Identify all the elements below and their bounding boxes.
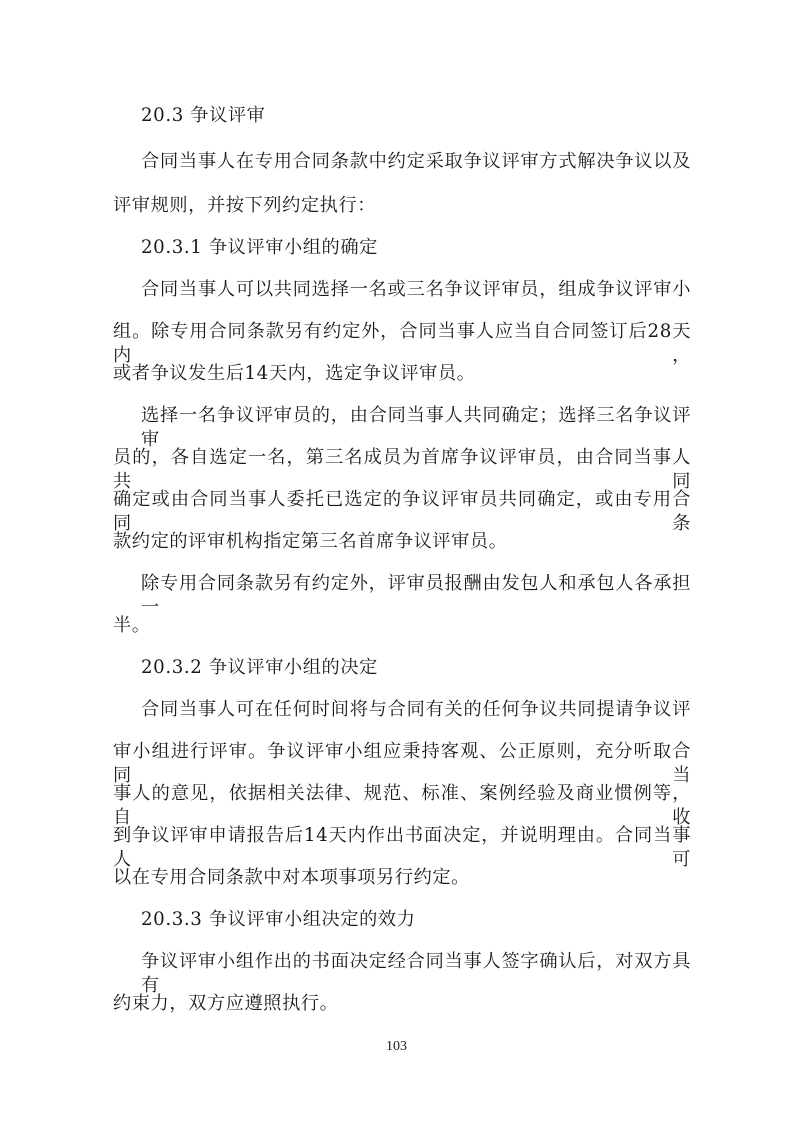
- paragraph-line: 事人的意见，依据相关法律、规范、标准、案例经验及商业惯例等，自收: [113, 783, 691, 828]
- section-heading: 20.3.1 争议评审小组的确定: [141, 237, 378, 258]
- paragraph-line: 选择一名争议评审员的，由合同当事人共同确定；选择三名争议评审: [141, 405, 691, 450]
- paragraph-line: 到争议评审申请报告后14天内作出书面决定，并说明理由。合同当事人可: [113, 825, 691, 870]
- paragraph-line: 除专用合同条款另有约定外，评审员报酬由发包人和承包人各承担一: [141, 573, 691, 618]
- paragraph-line: 合同当事人在专用合同条款中约定采取争议评审方式解决争议以及: [141, 151, 691, 172]
- paragraph-line: 评审规则，并按下列约定执行：: [113, 195, 377, 216]
- paragraph-line: 审小组进行评审。争议评审小组应秉持客观、公正原则，充分听取合同当: [113, 741, 691, 786]
- paragraph-line: 款约定的评审机构指定第三名首席争议评审员。: [113, 531, 508, 552]
- paragraph-line: 半。: [113, 615, 151, 636]
- paragraph-line: 约束力，双方应遵照执行。: [113, 993, 339, 1014]
- paragraph-line: 组。除专用合同条款另有约定外，合同当事人应当自合同签订后28天内，: [113, 321, 691, 366]
- paragraph-line: 合同当事人可在任何时间将与合同有关的任何争议共同提请争议评: [141, 699, 691, 720]
- paragraph-line: 确定或由合同当事人委托已选定的争议评审员共同确定，或由专用合同条: [113, 489, 691, 534]
- paragraph-line: 争议评审小组作出的书面决定经合同当事人签字确认后，对双方具有: [141, 951, 691, 996]
- paragraph-line: 或者争议发生后14天内，选定争议评审员。: [113, 363, 476, 384]
- section-heading: 20.3.2 争议评审小组的决定: [141, 657, 378, 678]
- paragraph-line: 员的，各自选定一名，第三名成员为首席争议评审员，由合同当事人共同: [113, 447, 691, 492]
- section-heading: 20.3.3 争议评审小组决定的效力: [141, 909, 416, 930]
- page-number: 103: [386, 1039, 407, 1054]
- paragraph-line: 以在专用合同条款中对本项事项另行约定。: [113, 867, 470, 888]
- section-heading: 20.3 争议评审: [141, 105, 266, 126]
- paragraph-line: 合同当事人可以共同选择一名或三名争议评审员，组成争议评审小: [141, 279, 691, 300]
